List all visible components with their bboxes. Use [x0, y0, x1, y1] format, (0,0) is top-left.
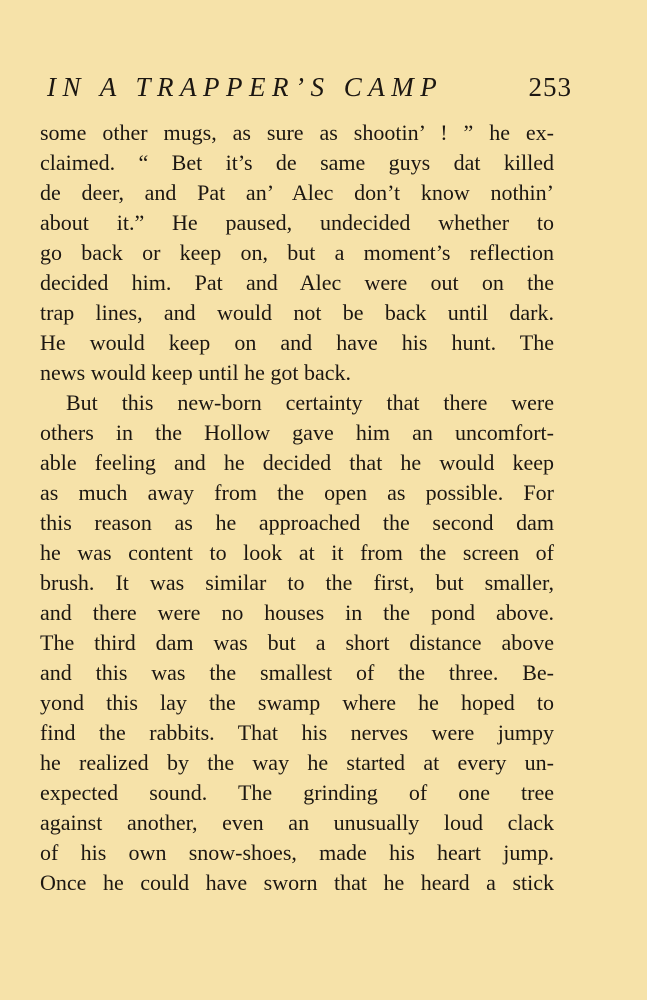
text-line: claimed. “ Bet it’s de same guys dat killed [40, 150, 554, 175]
text-line: he was content to look at it from the screen of [40, 540, 554, 565]
text-line: But this new-born certainty that there were [66, 390, 554, 415]
text-line: this reason as he approached the second dam [40, 510, 554, 535]
text-line: and this was the smallest of the three. Be- [40, 660, 554, 685]
text-line: expected sound. The grinding of one tree [40, 780, 554, 805]
text-line: as much away from the open as possible. For [40, 480, 554, 505]
text-line: yond this lay the swamp where he hoped to [40, 690, 554, 715]
text-line: The third dam was but a short distance above [40, 630, 554, 655]
running-title: IN A TRAPPER’S CAMP [47, 72, 444, 102]
text-line: able feeling and he decided that he would keep [40, 450, 554, 475]
text-line: decided him. Pat and Alec were out on the [40, 270, 554, 295]
body-text [40, 118, 554, 898]
text-line: some other mugs, as sure as shootin’ ! ” he ex- [40, 120, 554, 145]
text-line: He would keep on and have his hunt. The [40, 330, 554, 355]
text-line: brush. It was similar to the first, but smaller, [40, 570, 554, 595]
text-line: against another, even an unusually loud clack [40, 810, 554, 835]
running-head [47, 72, 572, 108]
text-line: and there were no houses in the pond above. [40, 600, 554, 625]
text-line: trap lines, and would not be back until dark. [40, 300, 554, 325]
text-line: news would keep until he got back. [40, 360, 351, 385]
text-line: he realized by the way he started at every un- [40, 750, 554, 775]
text-line: Once he could have sworn that he heard a stick [40, 870, 554, 895]
text-line: find the rabbits. That his nerves were jumpy [40, 720, 554, 745]
text-line: about it.” He paused, undecided whether to [40, 210, 554, 235]
page-number: 253 [528, 72, 572, 102]
text-line: go back or keep on, but a moment’s reflection [40, 240, 554, 265]
text-line: others in the Hollow gave him an uncomfort- [40, 420, 554, 445]
text-line: of his own snow-shoes, made his heart jump. [40, 840, 554, 865]
text-line: de deer, and Pat an’ Alec don’t know nothin’ [40, 180, 554, 205]
